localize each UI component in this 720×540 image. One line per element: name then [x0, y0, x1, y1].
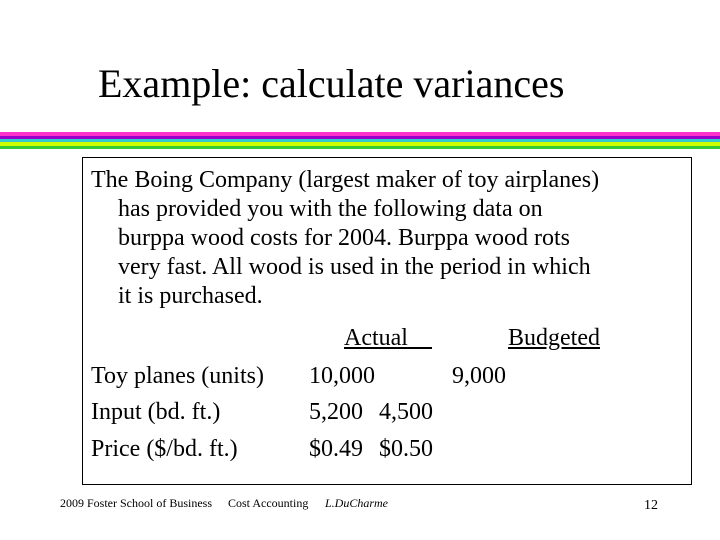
content-box — [82, 157, 692, 485]
paragraph-line: burppa wood costs for 2004. Burppa wood rots — [118, 225, 570, 251]
paragraph-line: has provided you with the following data on — [118, 196, 543, 222]
row-label-units: Toy planes (units) — [91, 363, 264, 389]
column-header-budgeted: Budgeted — [508, 325, 600, 351]
title-divider-stripes — [0, 132, 720, 150]
paragraph-line: very fast. All wood is used in the period in which — [118, 254, 591, 280]
row-label-price: Price ($/bd. ft.) — [91, 436, 238, 462]
budgeted-units-value: 9,000 — [452, 363, 506, 389]
page-number: 12 — [644, 498, 658, 513]
budgeted-price-value: $0.50 — [379, 436, 433, 462]
actual-units-value: 10,000 — [309, 363, 375, 389]
actual-price-value: $0.49 — [309, 436, 363, 462]
footer-copyright: 2009 Foster School of Business — [60, 496, 213, 510]
column-header-actual: Actual — [344, 325, 408, 351]
budgeted-input-value: 4,500 — [379, 399, 433, 425]
stripe-green — [0, 146, 720, 149]
paragraph-line: it is purchased. — [118, 283, 263, 309]
slide-title: Example: calculate variances — [98, 61, 565, 106]
footer-author: L.DuCharme — [325, 496, 389, 510]
problem-paragraph — [91, 166, 687, 311]
paragraph-line: The Boing Company (largest maker of toy airplanes) — [91, 167, 600, 193]
footer-course: Cost Accounting — [228, 496, 309, 510]
actual-input-value: 5,200 — [309, 399, 363, 425]
row-label-input: Input (bd. ft.) — [91, 399, 221, 425]
